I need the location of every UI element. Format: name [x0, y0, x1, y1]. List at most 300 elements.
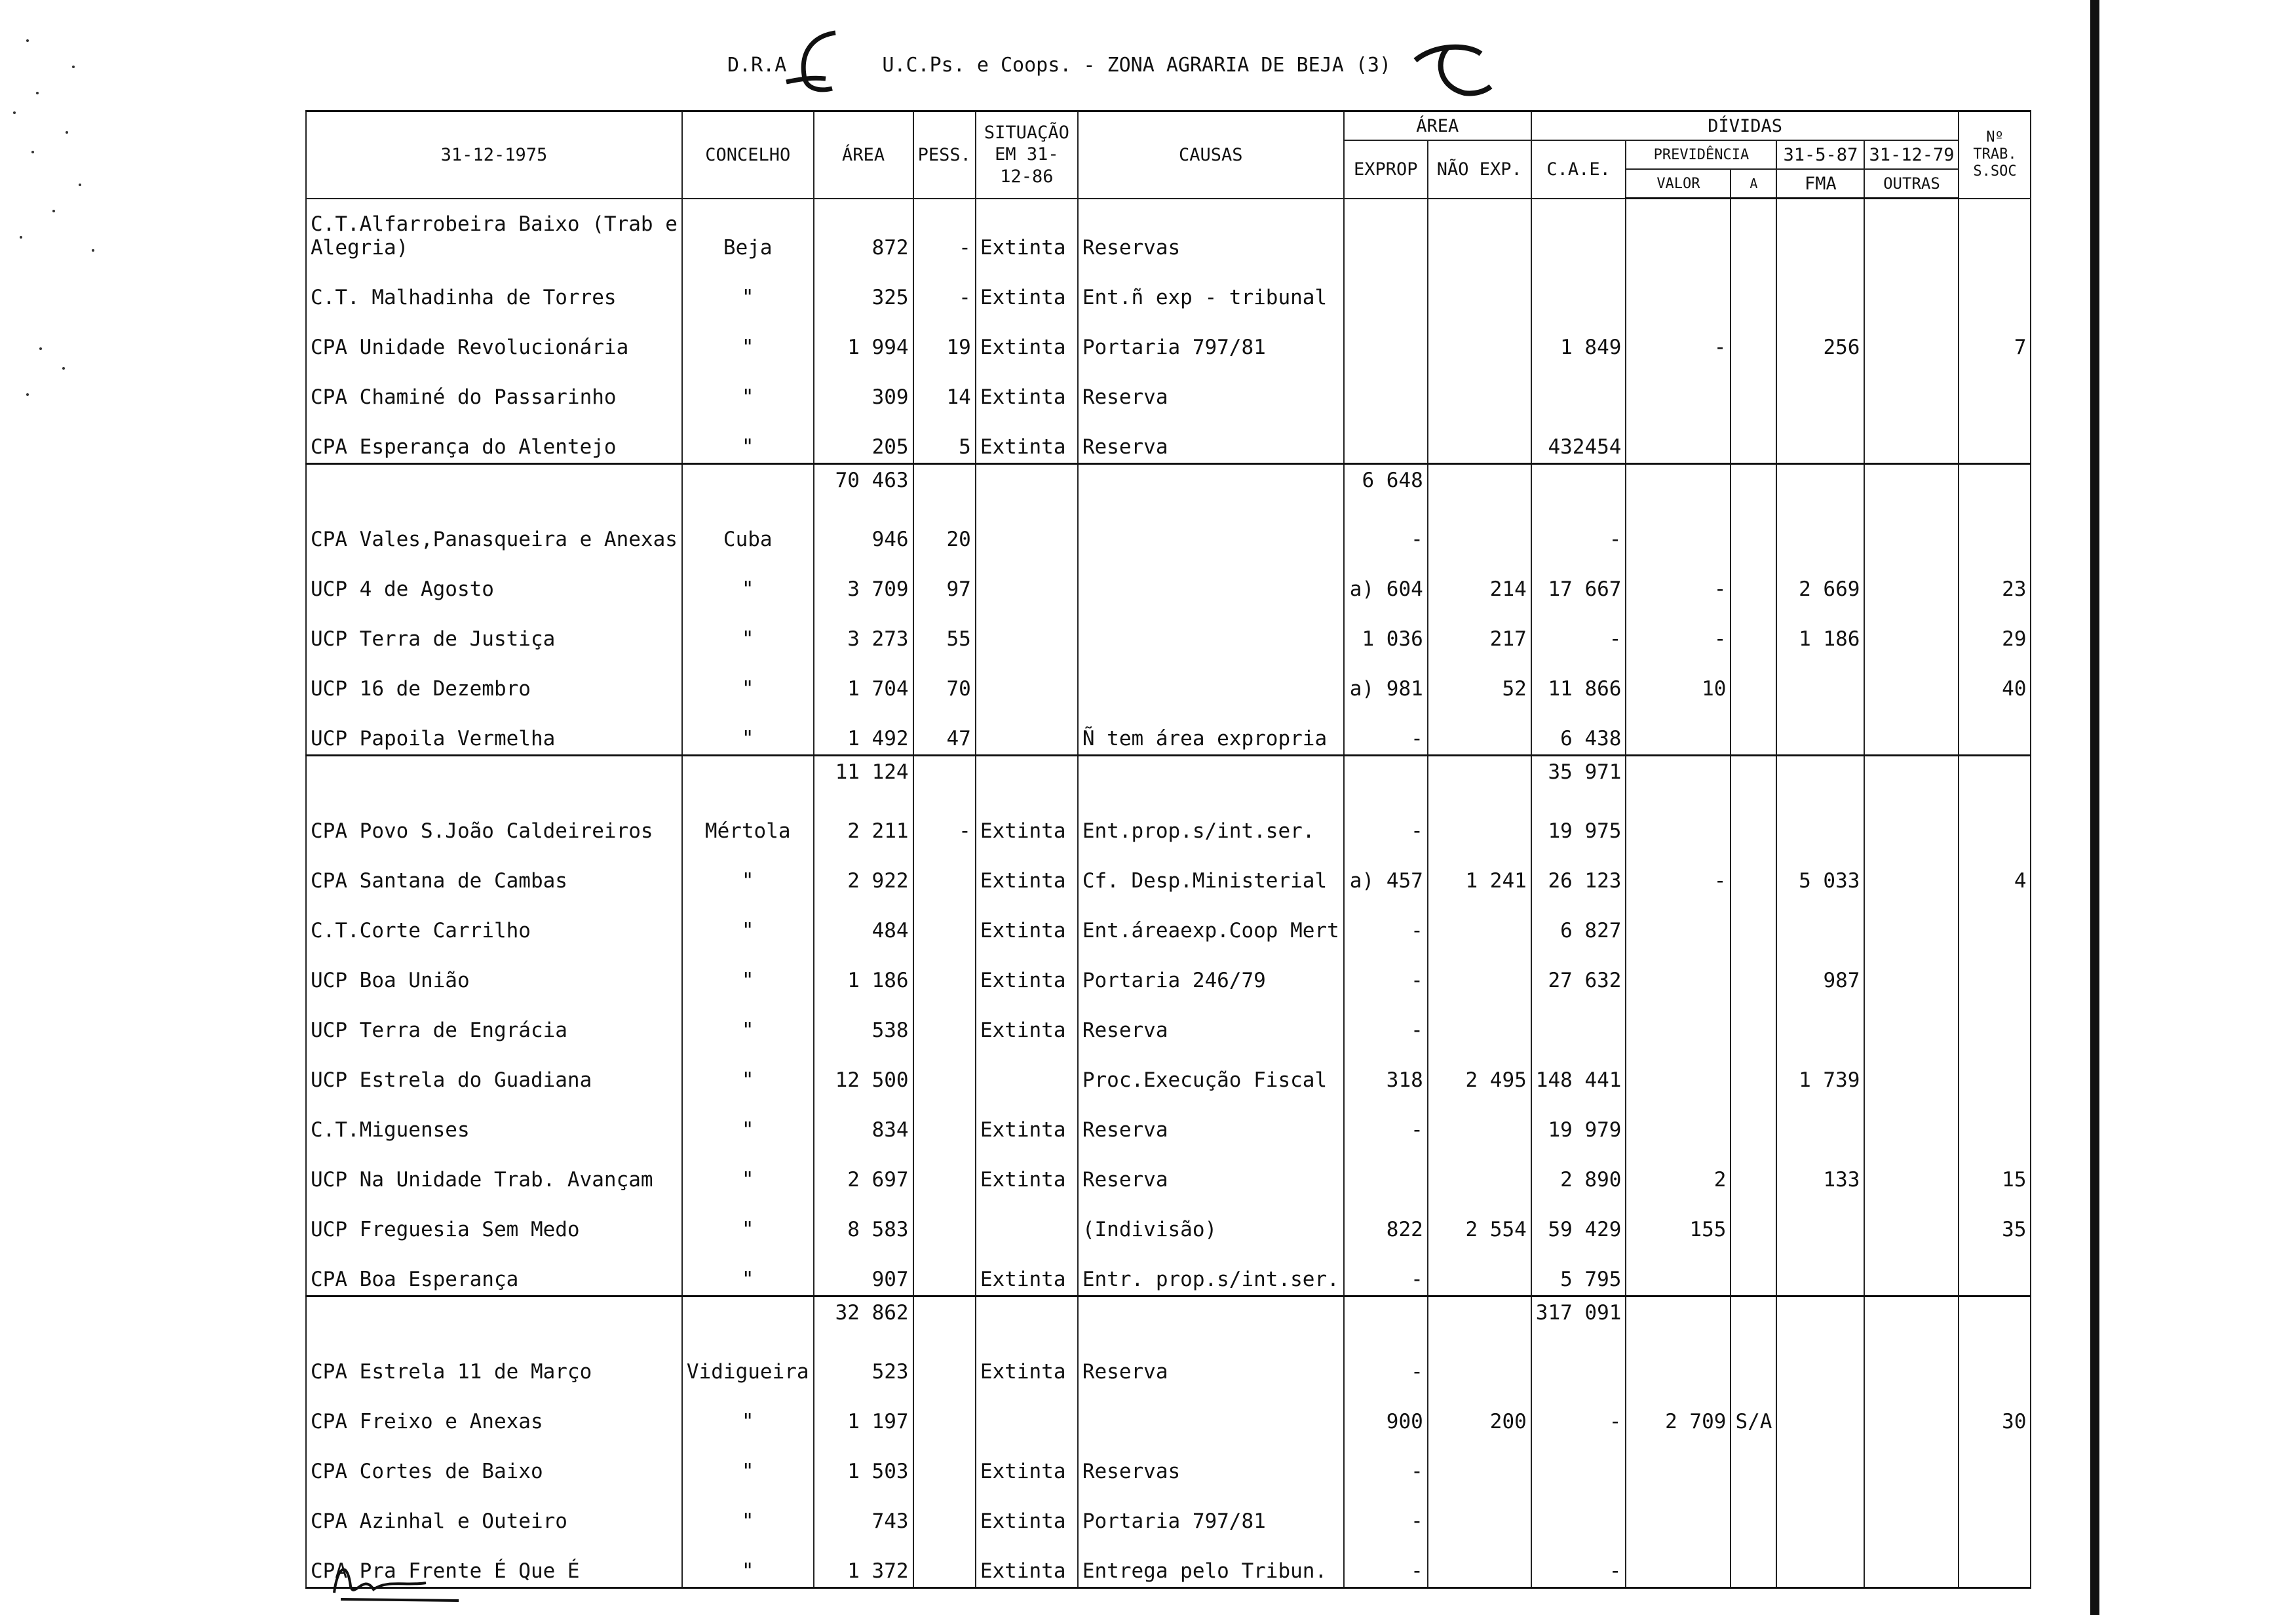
- subtotal-empty-cell: [1731, 464, 1776, 506]
- col-fma-header: FMA: [1776, 169, 1864, 199]
- cell-pess: -: [913, 797, 976, 847]
- cell-name: UCP 4 de Agosto: [306, 555, 682, 605]
- cell-concelho: ": [682, 847, 814, 897]
- cell-cae: -: [1531, 605, 1626, 655]
- col-date-header: 31-12-1975: [306, 111, 682, 199]
- col-area-header: ÁREA: [814, 111, 913, 199]
- cell-a: [1731, 363, 1776, 413]
- cell-area: 2 922: [814, 847, 913, 897]
- cell-outras: [1864, 605, 1959, 655]
- cell-cae: 11 866: [1531, 655, 1626, 705]
- cell-situacao: Extinta: [976, 199, 1078, 264]
- subtotal-empty-cell: [306, 756, 682, 798]
- cell-concelho: ": [682, 313, 814, 363]
- cell-situacao: Extinta: [976, 897, 1078, 946]
- cell-area: 325: [814, 263, 913, 313]
- cell-situacao: Extinta: [976, 413, 1078, 464]
- col-pess-header: PESS.: [913, 111, 976, 199]
- cell-concelho: ": [682, 1146, 814, 1196]
- cell-outras: [1864, 555, 1959, 605]
- cell-exprop: -: [1344, 1245, 1428, 1296]
- cell-causas: Portaria 246/79: [1078, 946, 1344, 996]
- subtotal-empty-cell: [682, 464, 814, 506]
- subtotal-empty-cell: [1428, 756, 1531, 798]
- subtotal-empty-cell: [1776, 756, 1864, 798]
- cell-name: UCP Terra de Justiça: [306, 605, 682, 655]
- cell-area: 1 197: [814, 1388, 913, 1437]
- cell-area: 1 186: [814, 946, 913, 996]
- cell-exprop: a) 457: [1344, 847, 1428, 897]
- subtotal-cae: 317 091: [1531, 1296, 1626, 1338]
- cell-situacao: Extinta: [976, 263, 1078, 313]
- cell-causas: Reserva: [1078, 1096, 1344, 1146]
- subtotal-empty-cell: [1078, 464, 1344, 506]
- cell-pess: 55: [913, 605, 976, 655]
- cell-valor: [1626, 199, 1731, 264]
- cell-fma: [1776, 1096, 1864, 1146]
- table-row: [306, 1338, 2031, 1388]
- table-row: [306, 946, 2031, 996]
- subtotal-exprop: 6 648: [1344, 464, 1428, 506]
- subtotal-empty-cell: [1864, 756, 1959, 798]
- cell-exprop: -: [1344, 797, 1428, 847]
- cell-a: [1731, 605, 1776, 655]
- cell-fma: 5 033: [1776, 847, 1864, 897]
- cell-a: [1731, 1245, 1776, 1296]
- cell-exprop: a) 981: [1344, 655, 1428, 705]
- cell-ntrab: 29: [1959, 605, 2031, 655]
- cell-cae: [1531, 996, 1626, 1046]
- cell-pess: -: [913, 199, 976, 264]
- cell-situacao: [976, 555, 1078, 605]
- cell-fma: [1776, 705, 1864, 756]
- subtotal-empty-cell: [1428, 464, 1531, 506]
- cell-nao-exp: [1428, 1245, 1531, 1296]
- cell-nao-exp: 214: [1428, 555, 1531, 605]
- cell-situacao: Extinta: [976, 847, 1078, 897]
- cell-name: CPA Boa Esperança: [306, 1245, 682, 1296]
- cell-name: UCP Na Unidade Trab. Avançam: [306, 1146, 682, 1196]
- cell-causas: [1078, 655, 1344, 705]
- cell-cae: 26 123: [1531, 847, 1626, 897]
- col-ntrab-header: Nº TRAB. S.SOC: [1959, 111, 2031, 199]
- cell-name: C.T.Miguenses: [306, 1096, 682, 1146]
- cell-pess: [913, 1437, 976, 1487]
- cell-situacao: [976, 1388, 1078, 1437]
- cell-name: CPA Vales,Panasqueira e Anexas: [306, 505, 682, 555]
- header-dra: D.R.A: [727, 54, 787, 77]
- cell-exprop: -: [1344, 1338, 1428, 1388]
- cell-name: UCP 16 de Dezembro: [306, 655, 682, 705]
- cell-area: 872: [814, 199, 913, 264]
- cell-name: UCP Terra de Engrácia: [306, 996, 682, 1046]
- cell-nao-exp: [1428, 996, 1531, 1046]
- cell-causas: Reserva: [1078, 363, 1344, 413]
- cell-nao-exp: [1428, 363, 1531, 413]
- subtotal-empty-cell: [1959, 756, 2031, 798]
- cell-a: [1731, 897, 1776, 946]
- cell-a: [1731, 1096, 1776, 1146]
- subtotal-cae: [1531, 464, 1626, 506]
- cell-fma: 2 669: [1776, 555, 1864, 605]
- cell-nao-exp: 217: [1428, 605, 1531, 655]
- cell-ntrab: [1959, 1096, 2031, 1146]
- cell-pess: [913, 847, 976, 897]
- cell-fma: [1776, 897, 1864, 946]
- cell-concelho: Cuba: [682, 505, 814, 555]
- cell-situacao: [976, 655, 1078, 705]
- cell-ntrab: [1959, 897, 2031, 946]
- cell-cae: [1531, 1437, 1626, 1487]
- cell-ntrab: [1959, 1537, 2031, 1588]
- cell-outras: [1864, 1487, 1959, 1537]
- cell-causas: Portaria 797/81: [1078, 313, 1344, 363]
- cell-causas: Ñ tem área expropria: [1078, 705, 1344, 756]
- cell-area: 834: [814, 1096, 913, 1146]
- cell-ntrab: [1959, 946, 2031, 996]
- cell-valor: [1626, 705, 1731, 756]
- cell-pess: 20: [913, 505, 976, 555]
- cell-ntrab: [1959, 705, 2031, 756]
- cell-concelho: ": [682, 1096, 814, 1146]
- cell-area: 946: [814, 505, 913, 555]
- subtotal-empty-cell: [306, 464, 682, 506]
- subtotal-area: 11 124: [814, 756, 913, 798]
- cell-valor: 155: [1626, 1196, 1731, 1245]
- cell-outras: [1864, 847, 1959, 897]
- cell-valor: [1626, 897, 1731, 946]
- cell-valor: -: [1626, 847, 1731, 897]
- cell-causas: [1078, 555, 1344, 605]
- cell-ntrab: [1959, 1437, 2031, 1487]
- cell-a: [1731, 555, 1776, 605]
- cell-ntrab: [1959, 263, 2031, 313]
- cell-cae: 1 849: [1531, 313, 1626, 363]
- cell-area: 1 994: [814, 313, 913, 363]
- cell-pess: [913, 1245, 976, 1296]
- scan-edge-bar: [2090, 0, 2099, 1615]
- cell-fma: [1776, 505, 1864, 555]
- subtotal-exprop: [1344, 756, 1428, 798]
- cell-area: 1 704: [814, 655, 913, 705]
- cell-a: [1731, 946, 1776, 996]
- cell-concelho: ": [682, 1388, 814, 1437]
- table-row: [306, 847, 2031, 897]
- cell-outras: [1864, 1096, 1959, 1146]
- cell-valor: [1626, 263, 1731, 313]
- cell-concelho: ": [682, 605, 814, 655]
- cell-a: [1731, 313, 1776, 363]
- cell-cae: 5 795: [1531, 1245, 1626, 1296]
- cell-nao-exp: [1428, 797, 1531, 847]
- cell-concelho: ": [682, 897, 814, 946]
- cell-nao-exp: [1428, 1338, 1531, 1388]
- cell-concelho: ": [682, 555, 814, 605]
- cell-name: CPA Pra Frente É Que É: [306, 1537, 682, 1588]
- cell-fma: [1776, 1537, 1864, 1588]
- col-311279-header: 31-12-79: [1864, 140, 1959, 169]
- cell-valor: -: [1626, 605, 1731, 655]
- cell-a: [1731, 1146, 1776, 1196]
- cell-ntrab: [1959, 1487, 2031, 1537]
- col-cae-header: C.A.E.: [1531, 140, 1626, 199]
- table-row: [306, 313, 2031, 363]
- subtotal-empty-cell: [1626, 464, 1731, 506]
- table-row: [306, 797, 2031, 847]
- cell-fma: [1776, 1196, 1864, 1245]
- cell-outras: [1864, 996, 1959, 1046]
- cell-fma: 1 186: [1776, 605, 1864, 655]
- cell-causas: Proc.Execução Fiscal: [1078, 1046, 1344, 1096]
- cell-fma: 133: [1776, 1146, 1864, 1196]
- cell-cae: -: [1531, 505, 1626, 555]
- table-row: [306, 555, 2031, 605]
- table-row: [306, 1487, 2031, 1537]
- cell-exprop: -: [1344, 1096, 1428, 1146]
- cell-valor: -: [1626, 313, 1731, 363]
- col-concelho-header: CONCELHO: [682, 111, 814, 199]
- cell-causas: Reservas: [1078, 1437, 1344, 1487]
- subtotal-exprop: [1344, 1296, 1428, 1338]
- cell-a: [1731, 1487, 1776, 1537]
- cell-ntrab: [1959, 505, 2031, 555]
- table-row: [306, 1437, 2031, 1487]
- cell-pess: [913, 1096, 976, 1146]
- col-a-header: A: [1731, 169, 1776, 199]
- cell-situacao: Extinta: [976, 1487, 1078, 1537]
- cell-area: 205: [814, 413, 913, 464]
- cell-name: C.T.Alfarrobeira Baixo (Trab e Alegria): [306, 199, 682, 264]
- table-row: [306, 605, 2031, 655]
- cell-a: S/A: [1731, 1388, 1776, 1437]
- cell-concelho: ": [682, 1437, 814, 1487]
- table-row: [306, 1146, 2031, 1196]
- cell-cae: 6 827: [1531, 897, 1626, 946]
- cell-a: [1731, 263, 1776, 313]
- table-row: [306, 996, 2031, 1046]
- cell-concelho: ": [682, 1196, 814, 1245]
- cell-outras: [1864, 946, 1959, 996]
- cell-concelho: ": [682, 996, 814, 1046]
- cell-exprop: -: [1344, 1487, 1428, 1537]
- cell-valor: [1626, 363, 1731, 413]
- cell-outras: [1864, 263, 1959, 313]
- cell-causas: Reserva: [1078, 1146, 1344, 1196]
- cell-cae: [1531, 263, 1626, 313]
- cell-situacao: Extinta: [976, 1437, 1078, 1487]
- cell-nao-exp: [1428, 199, 1531, 264]
- cell-valor: [1626, 797, 1731, 847]
- cell-nao-exp: [1428, 313, 1531, 363]
- table-row: [306, 263, 2031, 313]
- col-valor-header: VALOR: [1626, 169, 1731, 199]
- cell-a: [1731, 847, 1776, 897]
- cell-ntrab: [1959, 413, 2031, 464]
- cell-fma: [1776, 413, 1864, 464]
- signature-scribble: [328, 1553, 472, 1606]
- cell-ntrab: [1959, 199, 2031, 264]
- cell-exprop: -: [1344, 897, 1428, 946]
- cell-cae: 17 667: [1531, 555, 1626, 605]
- header-title: U.C.Ps. e Coops. - ZONA AGRARIA DE BEJA (3): [882, 54, 1392, 77]
- cell-causas: (Indivisão): [1078, 1196, 1344, 1245]
- cell-area: 1 492: [814, 705, 913, 756]
- cell-a: [1731, 1196, 1776, 1245]
- col-dividas-group-header: DÍVIDAS: [1531, 111, 1959, 141]
- cell-ntrab: [1959, 363, 2031, 413]
- cell-valor: [1626, 1245, 1731, 1296]
- cell-ntrab: 4: [1959, 847, 2031, 897]
- cell-name: CPA Chaminé do Passarinho: [306, 363, 682, 413]
- subtotal-empty-cell: [976, 1296, 1078, 1338]
- cell-outras: [1864, 313, 1959, 363]
- cell-nao-exp: [1428, 1437, 1531, 1487]
- subtotal-empty-cell: [1731, 1296, 1776, 1338]
- cell-fma: 256: [1776, 313, 1864, 363]
- cell-exprop: -: [1344, 1537, 1428, 1588]
- cell-valor: [1626, 996, 1731, 1046]
- cell-fma: [1776, 1437, 1864, 1487]
- cell-valor: 2 709: [1626, 1388, 1731, 1437]
- cell-area: 2 697: [814, 1146, 913, 1196]
- cell-nao-exp: 2 554: [1428, 1196, 1531, 1245]
- cell-causas: Reserva: [1078, 996, 1344, 1046]
- cell-fma: [1776, 996, 1864, 1046]
- cell-outras: [1864, 797, 1959, 847]
- cell-a: [1731, 505, 1776, 555]
- cell-name: CPA Santana de Cambas: [306, 847, 682, 897]
- cell-name: CPA Povo S.João Caldeireiros: [306, 797, 682, 847]
- cell-situacao: [976, 1046, 1078, 1096]
- cell-nao-exp: [1428, 1537, 1531, 1588]
- cell-exprop: a) 604: [1344, 555, 1428, 605]
- subtotal-empty-cell: [1731, 756, 1776, 798]
- cell-situacao: Extinta: [976, 996, 1078, 1046]
- subtotal-empty-cell: [1864, 1296, 1959, 1338]
- cell-valor: [1626, 1487, 1731, 1537]
- subtotal-row: [306, 464, 2031, 506]
- cell-outras: [1864, 1046, 1959, 1096]
- cell-a: [1731, 1437, 1776, 1487]
- cell-nao-exp: [1428, 1487, 1531, 1537]
- cell-exprop: -: [1344, 996, 1428, 1046]
- subtotal-empty-cell: [682, 1296, 814, 1338]
- table-row: [306, 413, 2031, 464]
- table-row: [306, 363, 2031, 413]
- cell-cae: [1531, 199, 1626, 264]
- col-area-group-header: ÁREA: [1344, 111, 1531, 141]
- cell-concelho: ": [682, 413, 814, 464]
- cell-pess: 47: [913, 705, 976, 756]
- cell-situacao: [976, 505, 1078, 555]
- cell-area: 12 500: [814, 1046, 913, 1096]
- table-row: [306, 655, 2031, 705]
- cell-name: UCP Boa União: [306, 946, 682, 996]
- cell-nao-exp: [1428, 263, 1531, 313]
- cell-pess: 97: [913, 555, 976, 605]
- cell-situacao: [976, 1196, 1078, 1245]
- cell-area: 523: [814, 1338, 913, 1388]
- cell-outras: [1864, 505, 1959, 555]
- cell-fma: 1 739: [1776, 1046, 1864, 1096]
- cell-causas: [1078, 1388, 1344, 1437]
- cell-exprop: -: [1344, 705, 1428, 756]
- document-header: [727, 54, 1448, 83]
- cell-ntrab: [1959, 797, 2031, 847]
- table-body: [306, 199, 2031, 1588]
- cell-outras: [1864, 1146, 1959, 1196]
- table-row: [306, 1388, 2031, 1437]
- table-row: [306, 1245, 2031, 1296]
- cell-ntrab: [1959, 1338, 2031, 1388]
- cell-outras: [1864, 1437, 1959, 1487]
- subtotal-empty-cell: [1078, 756, 1344, 798]
- cell-fma: [1776, 1487, 1864, 1537]
- cell-causas: [1078, 505, 1344, 555]
- subtotal-row: [306, 1296, 2031, 1338]
- cell-concelho: ": [682, 655, 814, 705]
- cell-concelho: ": [682, 1537, 814, 1588]
- cell-area: 3 273: [814, 605, 913, 655]
- cell-concelho: ": [682, 1046, 814, 1096]
- cell-ntrab: [1959, 1245, 2031, 1296]
- cell-valor: [1626, 1537, 1731, 1588]
- cell-outras: [1864, 1245, 1959, 1296]
- cell-fma: 987: [1776, 946, 1864, 996]
- subtotal-empty-cell: [1959, 1296, 2031, 1338]
- cell-pess: [913, 1196, 976, 1245]
- subtotal-empty-cell: [976, 464, 1078, 506]
- subtotal-empty-cell: [976, 756, 1078, 798]
- cell-situacao: [976, 605, 1078, 655]
- cell-name: UCP Freguesia Sem Medo: [306, 1196, 682, 1245]
- col-situacao-header: SITUAÇÃO EM 31-12-86: [976, 111, 1078, 199]
- cell-fma: [1776, 199, 1864, 264]
- cell-valor: 2: [1626, 1146, 1731, 1196]
- cell-situacao: Extinta: [976, 797, 1078, 847]
- table-row: [306, 897, 2031, 946]
- cell-exprop: -: [1344, 946, 1428, 996]
- cell-fma: [1776, 797, 1864, 847]
- cell-situacao: Extinta: [976, 1338, 1078, 1388]
- cell-cae: 2 890: [1531, 1146, 1626, 1196]
- cell-causas: Reserva: [1078, 1338, 1344, 1388]
- cell-ntrab: 7: [1959, 313, 2031, 363]
- subtotal-empty-cell: [913, 464, 976, 506]
- cell-ntrab: 23: [1959, 555, 2031, 605]
- cell-cae: 19 979: [1531, 1096, 1626, 1146]
- cell-name: UCP Estrela do Guadiana: [306, 1046, 682, 1096]
- cell-cae: 6 438: [1531, 705, 1626, 756]
- cell-causas: Ent.áreaexp.Coop Mert: [1078, 897, 1344, 946]
- cell-cae: -: [1531, 1537, 1626, 1588]
- cell-nao-exp: [1428, 946, 1531, 996]
- col-31587-header: 31-5-87: [1776, 140, 1864, 169]
- cell-situacao: Extinta: [976, 1146, 1078, 1196]
- subtotal-empty-cell: [1959, 464, 2031, 506]
- cell-nao-exp: 1 241: [1428, 847, 1531, 897]
- cell-outras: [1864, 897, 1959, 946]
- cell-outras: [1864, 199, 1959, 264]
- cell-causas: Reserva: [1078, 413, 1344, 464]
- cell-pess: [913, 946, 976, 996]
- cell-valor: [1626, 1096, 1731, 1146]
- cell-concelho: Beja: [682, 199, 814, 264]
- cell-nao-exp: [1428, 705, 1531, 756]
- cell-cae: 432454: [1531, 413, 1626, 464]
- scan-noise: [0, 0, 131, 459]
- cell-area: 309: [814, 363, 913, 413]
